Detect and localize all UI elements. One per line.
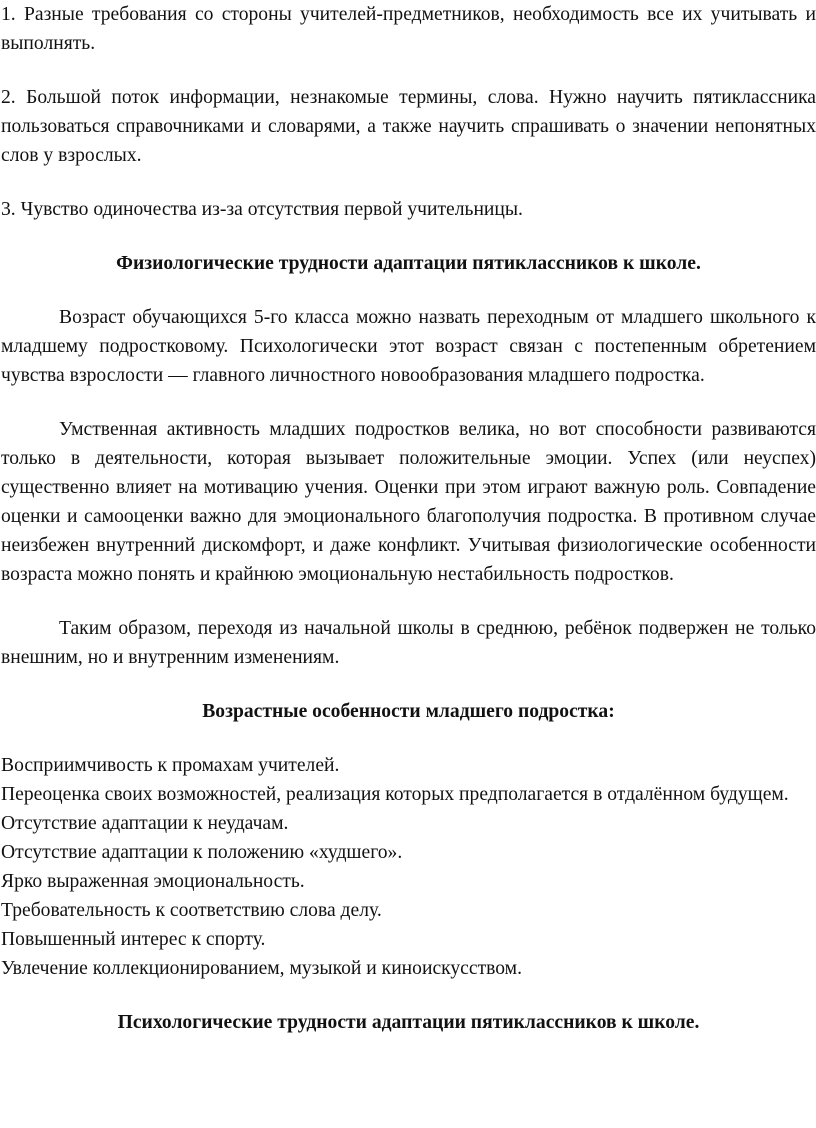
age-feature-item-5: Ярко выраженная эмоциональность. [1, 871, 305, 892]
age-feature-item-6: Требовательность к соответствию слова делу. [1, 900, 382, 921]
intro-item-3: 3. Чувство одиночества из-за отсутствия первой учительницы. [1, 199, 523, 220]
age-feature-item-7: Повышенный интерес к спорту. [1, 929, 266, 950]
spacer [1, 390, 816, 415]
physiological-paragraph-3: Таким образом, переходя из начальной школы в среднюю, ребёнок подвержен не только внешним, но и внутренним изменениям. [1, 618, 816, 668]
age-feature-item-4: Отсутствие адаптации к положению «худшего». [1, 842, 403, 863]
age-feature-item-2: Переоценка своих возможностей, реализация которых предполагается в отдалённом будущем. [1, 784, 789, 805]
physiological-paragraph-2: Умственная активность младших подростков велика, но вот способности развиваются только в деятельности, которая вызывает положительные эмоции. Успех (или неуспех) существенно влияет на мотивацию учения. Оценки при этом играют важную роль. Совпадение оценки и самооценки важно для эмоционального благополучия подростка. В противном случае неизбежен внутренний дискомфорт, и даже конфликт. Учитывая физиологические особенности возраста можно понять и крайнюю эмоциональную нестабильность подростков. [1, 419, 816, 585]
age-feature-item-3: Отсутствие адаптации к неудачам. [1, 813, 289, 834]
intro-item-1: 1. Разные требования со стороны учителей-предметников, необходимость все их учитывать и выполнять. [1, 4, 816, 54]
intro-item-2: 2. Большой поток информации, незнакомые термины, слова. Нужно научить пятиклассника пользоваться справочниками и словарями, а также научить спрашивать о значении непонятных слов у взрослых. [1, 87, 816, 166]
spacer [1, 224, 816, 249]
spacer [1, 170, 816, 195]
spacer [1, 58, 816, 83]
spacer [1, 672, 816, 697]
physiological-heading: Физиологические трудности адаптации пятиклассников к школе. [116, 253, 701, 274]
spacer [1, 278, 816, 303]
spacer [1, 589, 816, 614]
physiological-paragraph-1: Возраст обучающихся 5-го класса можно назвать переходным от младшего школьного к младшему подростковому. Психологически этот возраст связан с постепенным обретением чувства взрослости — главного личностного новообразования младшего подростка. [1, 307, 816, 386]
spacer [1, 726, 816, 751]
spacer [1, 983, 816, 1008]
age-feature-item-1: Восприимчивость к промахам учителей. [1, 755, 340, 776]
psychological-heading: Психологические трудности адаптации пятиклассников к школе. [117, 1012, 700, 1033]
age-features-heading: Возрастные особенности младшего подростка: [202, 701, 615, 722]
age-feature-item-8: Увлечение коллекционированием, музыкой и киноискусством. [1, 958, 522, 979]
